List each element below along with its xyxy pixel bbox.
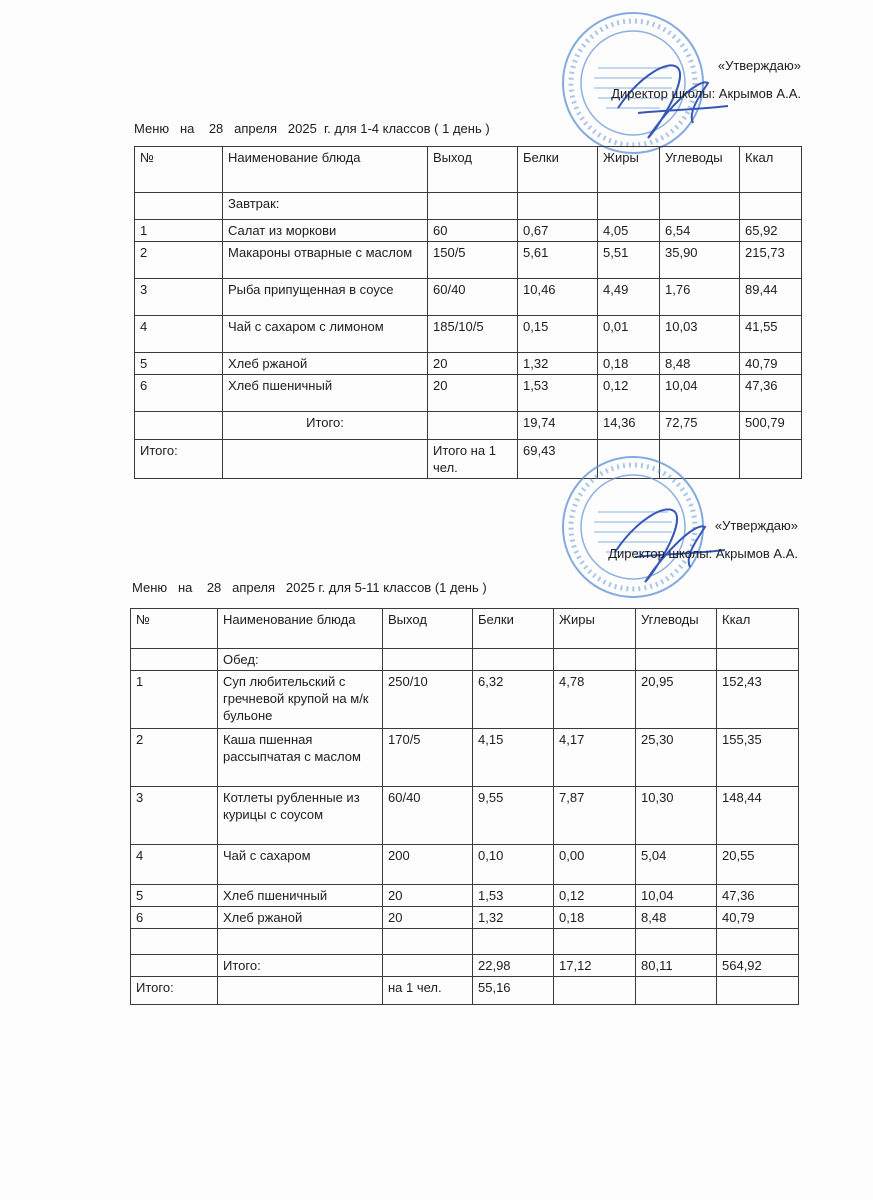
footer-row (135, 440, 802, 479)
footer-row (131, 977, 799, 1005)
per-person-label: Итого на 1 чел. (428, 440, 518, 479)
table-row: 4 Чай с сахаром 200 0,10 0,00 5,04 20,55 (131, 845, 799, 885)
header-cell: Ккал (717, 609, 799, 649)
header-cell: Ккал (740, 147, 802, 193)
director-line: Директор школы: Акрымов А.А. (611, 86, 801, 101)
header-cell: № (131, 609, 218, 649)
header-cell: Наименование блюда (223, 147, 428, 193)
per-person-value: 69,43 (518, 440, 598, 479)
header-cell: Жиры (598, 147, 660, 193)
table-row: 2 Каша пшенная рассыпчатая с маслом 170/5 4,15 4,17 25,30 155,35 (131, 729, 799, 787)
table-row: 3 Рыба припущенная в соусе 60/40 10,46 4,49 1,76 89,44 (135, 279, 802, 316)
per-person-label: на 1 чел. (383, 977, 473, 1005)
header-cell: Углеводы (636, 609, 717, 649)
header-cell: Углеводы (660, 147, 740, 193)
director-line: Директор школы: Акрымов А.А. (608, 546, 798, 561)
total-label: Итого: (223, 412, 428, 440)
header-cell: Белки (518, 147, 598, 193)
footer-label: Итого: (131, 977, 218, 1005)
approval-title: «Утверждаю» (717, 58, 801, 73)
table-row: 1 Суп любительский с гречневой крупой на м/к бульоне 250/10 6,32 4,78 20,95 152,43 (131, 671, 799, 729)
section-label: Обед: (218, 649, 383, 671)
table-header-row (135, 147, 802, 193)
table-row: 3 Котлеты рубленные из курицы с соусом 60/40 9,55 7,87 10,30 148,44 (131, 787, 799, 845)
menu-title: Меню на 28 апреля 2025 г. для 5-11 классов (1 день ) (132, 580, 487, 595)
header-cell: Выход (383, 609, 473, 649)
section-row (131, 649, 799, 671)
total-row: Итого: 19,74 14,36 72,75 500,79 (135, 412, 802, 440)
menu-table (134, 146, 802, 479)
header-cell: Выход (428, 147, 518, 193)
empty-row (131, 929, 799, 955)
footer-label: Итого: (135, 440, 223, 479)
menu-title: Меню на 28 апреля 2025 г. для 1-4 классов ( 1 день ) (134, 121, 490, 136)
approval-block (608, 512, 798, 568)
table-row: 6 Хлеб пшеничный 20 1,53 0,12 10,04 47,36 (135, 375, 802, 412)
per-person-value: 55,16 (473, 977, 554, 1005)
header-cell: Белки (473, 609, 554, 649)
header-cell: Наименование блюда (218, 609, 383, 649)
approval-block (611, 52, 801, 108)
menu-table (130, 608, 799, 1005)
header-cell: Жиры (554, 609, 636, 649)
table-row: 6 Хлеб ржаной 20 1,32 0,18 8,48 40,79 (131, 907, 799, 929)
table-row: 5 Хлеб пшеничный 20 1,53 0,12 10,04 47,36 (131, 885, 799, 907)
table-header-row (131, 609, 799, 649)
table-row: 4 Чай с сахаром с лимоном 185/10/5 0,15 0,01 10,03 41,55 (135, 316, 802, 353)
approval-title: «Утверждаю» (714, 518, 798, 533)
table-row: 5 Хлеб ржаной 20 1,32 0,18 8,48 40,79 (135, 353, 802, 375)
table-row: 1 Салат из моркови 60 0,67 4,05 6,54 65,92 (135, 220, 802, 242)
total-label: Итого: (218, 955, 383, 977)
total-row: Итого: 22,98 17,12 80,11 564,92 (131, 955, 799, 977)
header-cell: № (135, 147, 223, 193)
table-row: 2 Макароны отварные с маслом 150/5 5,61 5,51 35,90 215,73 (135, 242, 802, 279)
section-label: Завтрак: (223, 193, 428, 220)
section-row (135, 193, 802, 220)
